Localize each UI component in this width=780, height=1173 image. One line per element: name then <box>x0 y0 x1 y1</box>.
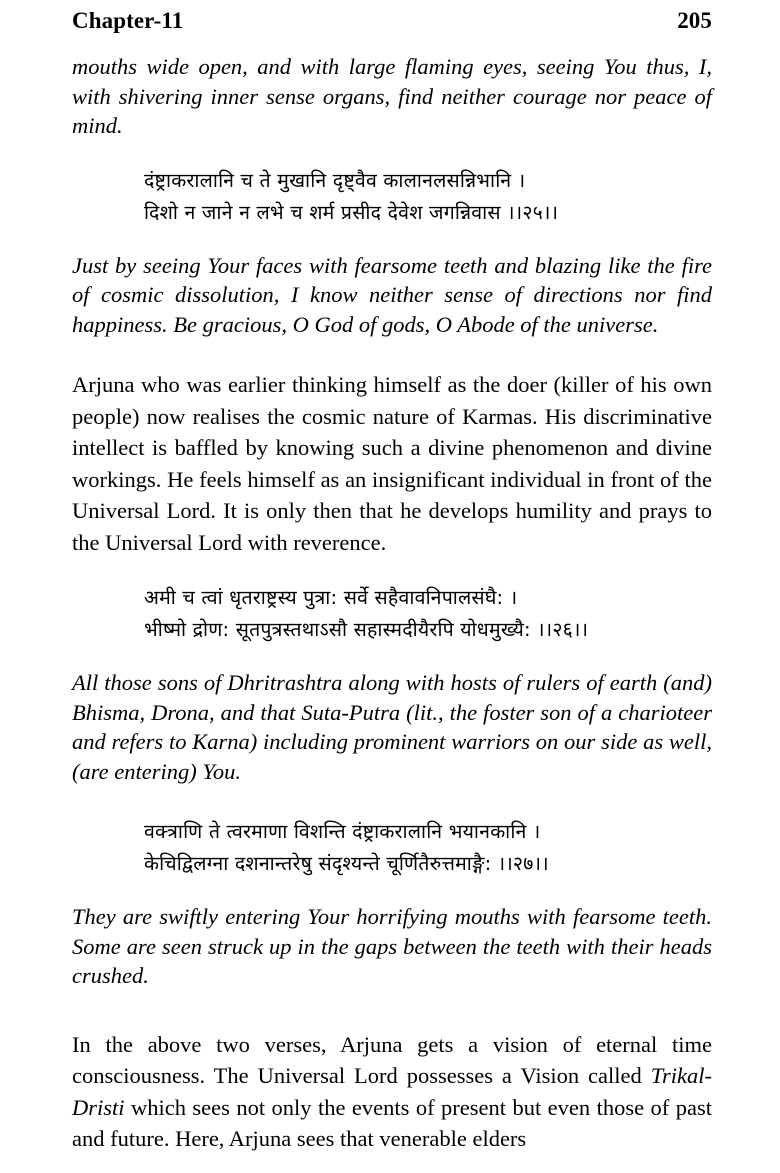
sanskrit-verse-25 <box>72 165 712 229</box>
page-header <box>72 8 712 34</box>
paragraph-translation-27: They are swiftly entering Your horrifying mouths with fearsome teeth. Some are seen struck up in the gaps between the teeth with their heads crushed. <box>72 904 712 988</box>
spacer <box>72 357 712 369</box>
sanskrit-verse-26 <box>72 582 712 646</box>
verse-line-1: दंष्ट्राकरालानि च ते मुखानि दृष्ट्वैव कालानलसन्निभानि । <box>144 168 526 192</box>
paragraph-translation-25: Just by seeing Your faces with fearsome teeth and blazing like the fire of cosmic dissolution, I know neither sense of directions nor find happiness. Be gracious, O God of gods, O Abode of the universe. <box>72 252 712 337</box>
header-chapter-label: Chapter-11 <box>72 8 184 33</box>
spacer <box>72 880 712 902</box>
paragraph-commentary-2 <box>72 1029 712 1155</box>
verse-line-2: केचिद्विलग्ना दशनान्तरेषु संदृश्यन्ते चूर्णितैरुत्तमाङ्गै: ।।२७।। <box>144 852 549 875</box>
verse-line-1: वक्त्राणि ते त्वरमाणा विशन्ति दंष्ट्राकरालानि भयानकानि । <box>144 820 541 843</box>
spacer <box>72 804 712 816</box>
paragraph-translation-26: All those sons of Dhritrashtra along with hosts of rulers of earth (and) Bhisma, Drona, and that Suta-Putra (lit., the foster son of a charioteer and refers to Karna) including prominent warriors on our side as well, (are entering) You. <box>72 670 712 784</box>
commentary-text-part-1: In the above two verses, Arjuna gets a vision of eternal time consciousness. The Universal Lord possesses a Vision called <box>72 1031 712 1088</box>
sanskrit-verse-27 <box>72 816 712 880</box>
paragraph-translation-24-continued: mouths wide open, and with large flaming eyes, seeing You thus, I, with shivering inner sense organs, find neither courage nor peace of mind. <box>72 54 712 138</box>
spacer <box>72 646 712 668</box>
verse-line-2: भीष्मो द्रोण: सूतपुत्रस्तथाऽसौ सहास्मदीयैरपि योधमुख्यै: ।।२६।। <box>144 618 589 641</box>
header-page-number: 205 <box>677 8 712 33</box>
spacer <box>72 1009 712 1029</box>
verse-line-1: अमी च त्वां धृतराष्ट्रस्य पुत्रा: सर्वे सहैवावनिपालसंघै: । <box>144 586 518 609</box>
page-content <box>72 52 712 1173</box>
paragraph-commentary-1: Arjuna who was earlier thinking himself as the doer (killer of his own people) now realises the cosmic nature of Karmas. His discriminative intellect is baffled by knowing such a divine phenomenon and divine workings. He feels himself as an insignificant individual in front of the Universal Lord. It is only then that he develops humility and prays to the Universal Lord with reverence. <box>72 372 712 555</box>
commentary-emphasis-term: Trikal- Dristi <box>72 1063 712 1120</box>
commentary-text-part-2: which sees not only the events of present but even those of past and future. Here, Arjuna sees that venerable elders <box>72 1094 712 1151</box>
spacer <box>72 229 712 251</box>
verse-line-2: दिशो न जाने न लभे च शर्म प्रसीद देवेश जगन्निवास ।।२५।। <box>144 200 559 224</box>
